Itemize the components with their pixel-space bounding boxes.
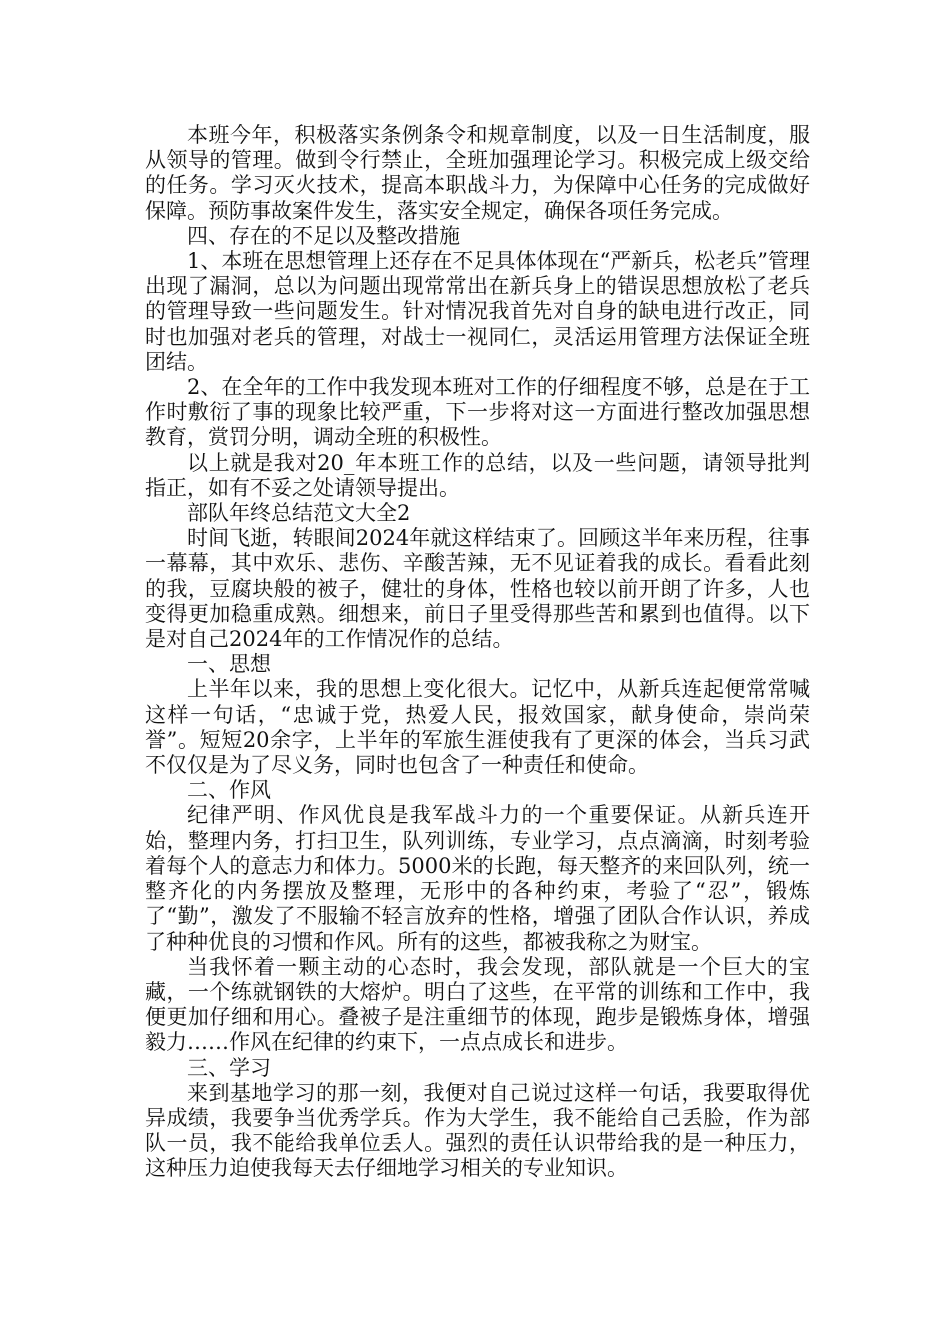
section-heading: 一、思想: [187, 652, 271, 677]
body-paragraph: 当我怀着一颗主动的心态时，我会发现，部队就是一个巨大的宝藏，一个练就钢铁的大熔炉。明白了这些，在平常的训练和工作中，我便更加仔细和用心。叠被子是注重细节的体现，跑步是锻炼身体，增强毅力……作风在纪律的约束下，一点点成长和进步。: [145, 954, 810, 1055]
section-heading: 三、学习: [187, 1055, 271, 1080]
body-paragraph: 来到基地学习的那一刻，我便对自己说过这样一句话，我要取得优异成绩，我要争当优秀学兵。作为大学生，我不能给自己丢脸，作为部队一员，我不能给我单位丢人。强烈的责任认识带给我的是一种压力，这种压力迫使我每天去仔细地学习相关的专业知识。: [145, 1080, 810, 1181]
section-heading: 二、作风: [187, 778, 271, 803]
body-paragraph: 时间飞逝，转眼间2024年就这样结束了。回顾这半年来历程，往事一幕幕，其中欢乐、悲伤、辛酸苦辣，无不见证着我的成长。看看此刻的我，豆腐块般的被子，健壮的身体，性格也较以前开朗了许多，人也变得更加稳重成熟。细想来，前日子里受得那些苦和累到也值得。以下是对自己2024年的工作情况作的总结。: [145, 526, 810, 652]
body-paragraph: 1、本班在思想管理上还存在不足具体体现在“严新兵，松老兵”管理出现了漏洞，总以为问题出现常常出在新兵身上的错误思想放松了老兵的管理导致一些问题发生。针对情况我首先对自身的缺电进行改正，同时也加强对老兵的管理，对战士一视同仁，灵活运用管理方法保证全班团结。: [145, 249, 810, 374]
body-paragraph: 2、在全年的工作中我发现本班对工作的仔细程度不够，总是在于工作时敷衍了事的现象比较严重，下一步将对这一方面进行整改加强思想教育，赏罚分明，调动全班的积极性。: [145, 375, 810, 450]
article-title: 部队年终总结范文大全2: [187, 501, 411, 526]
body-paragraph: 上半年以来，我的思想上变化很大。记忆中，从新兵连起便常常喊这样一句话，“忠诚于党，热爱人民，报效国家，献身使命，崇尚荣誉”。短短20余字，上半年的军旅生涯使我有了更深的体会，当兵习武不仅仅是为了尽义务，同时也包含了一种责任和使命。: [145, 677, 810, 778]
document-body: [145, 123, 810, 1182]
body-paragraph: 以上就是我对20_年本班工作的总结，以及一些问题，请领导批判指正，如有不妥之处请领导提出。: [145, 450, 810, 500]
body-paragraph: 纪律严明、作风优良是我军战斗力的一个重要保证。从新兵连开始，整理内务，打扫卫生，队列训练，专业学习，点点滴滴，时刻考验着每个人的意志力和体力。5000米的长跑，每天整齐的来回队列，统一整齐化的内务摆放及整理，无形中的各种约束，考验了“忍”，锻炼了“勤”，激发了不服输不轻言放弃的性格，增强了团队合作认识，养成了种种优良的习惯和作风。所有的这些，都被我称之为财宝。: [145, 803, 810, 954]
section-heading: 四、存在的不足以及整改措施: [187, 223, 460, 248]
body-paragraph: 本班今年，积极落实条例条令和规章制度，以及一日生活制度，服从领导的管理。做到令行禁止，全班加强理论学习。积极完成上级交给的任务。学习灭火技术，提高本职战斗力，为保障中心任务的完成做好保障。预防事故案件发生，落实安全规定，确保各项任务完成。: [145, 123, 810, 223]
